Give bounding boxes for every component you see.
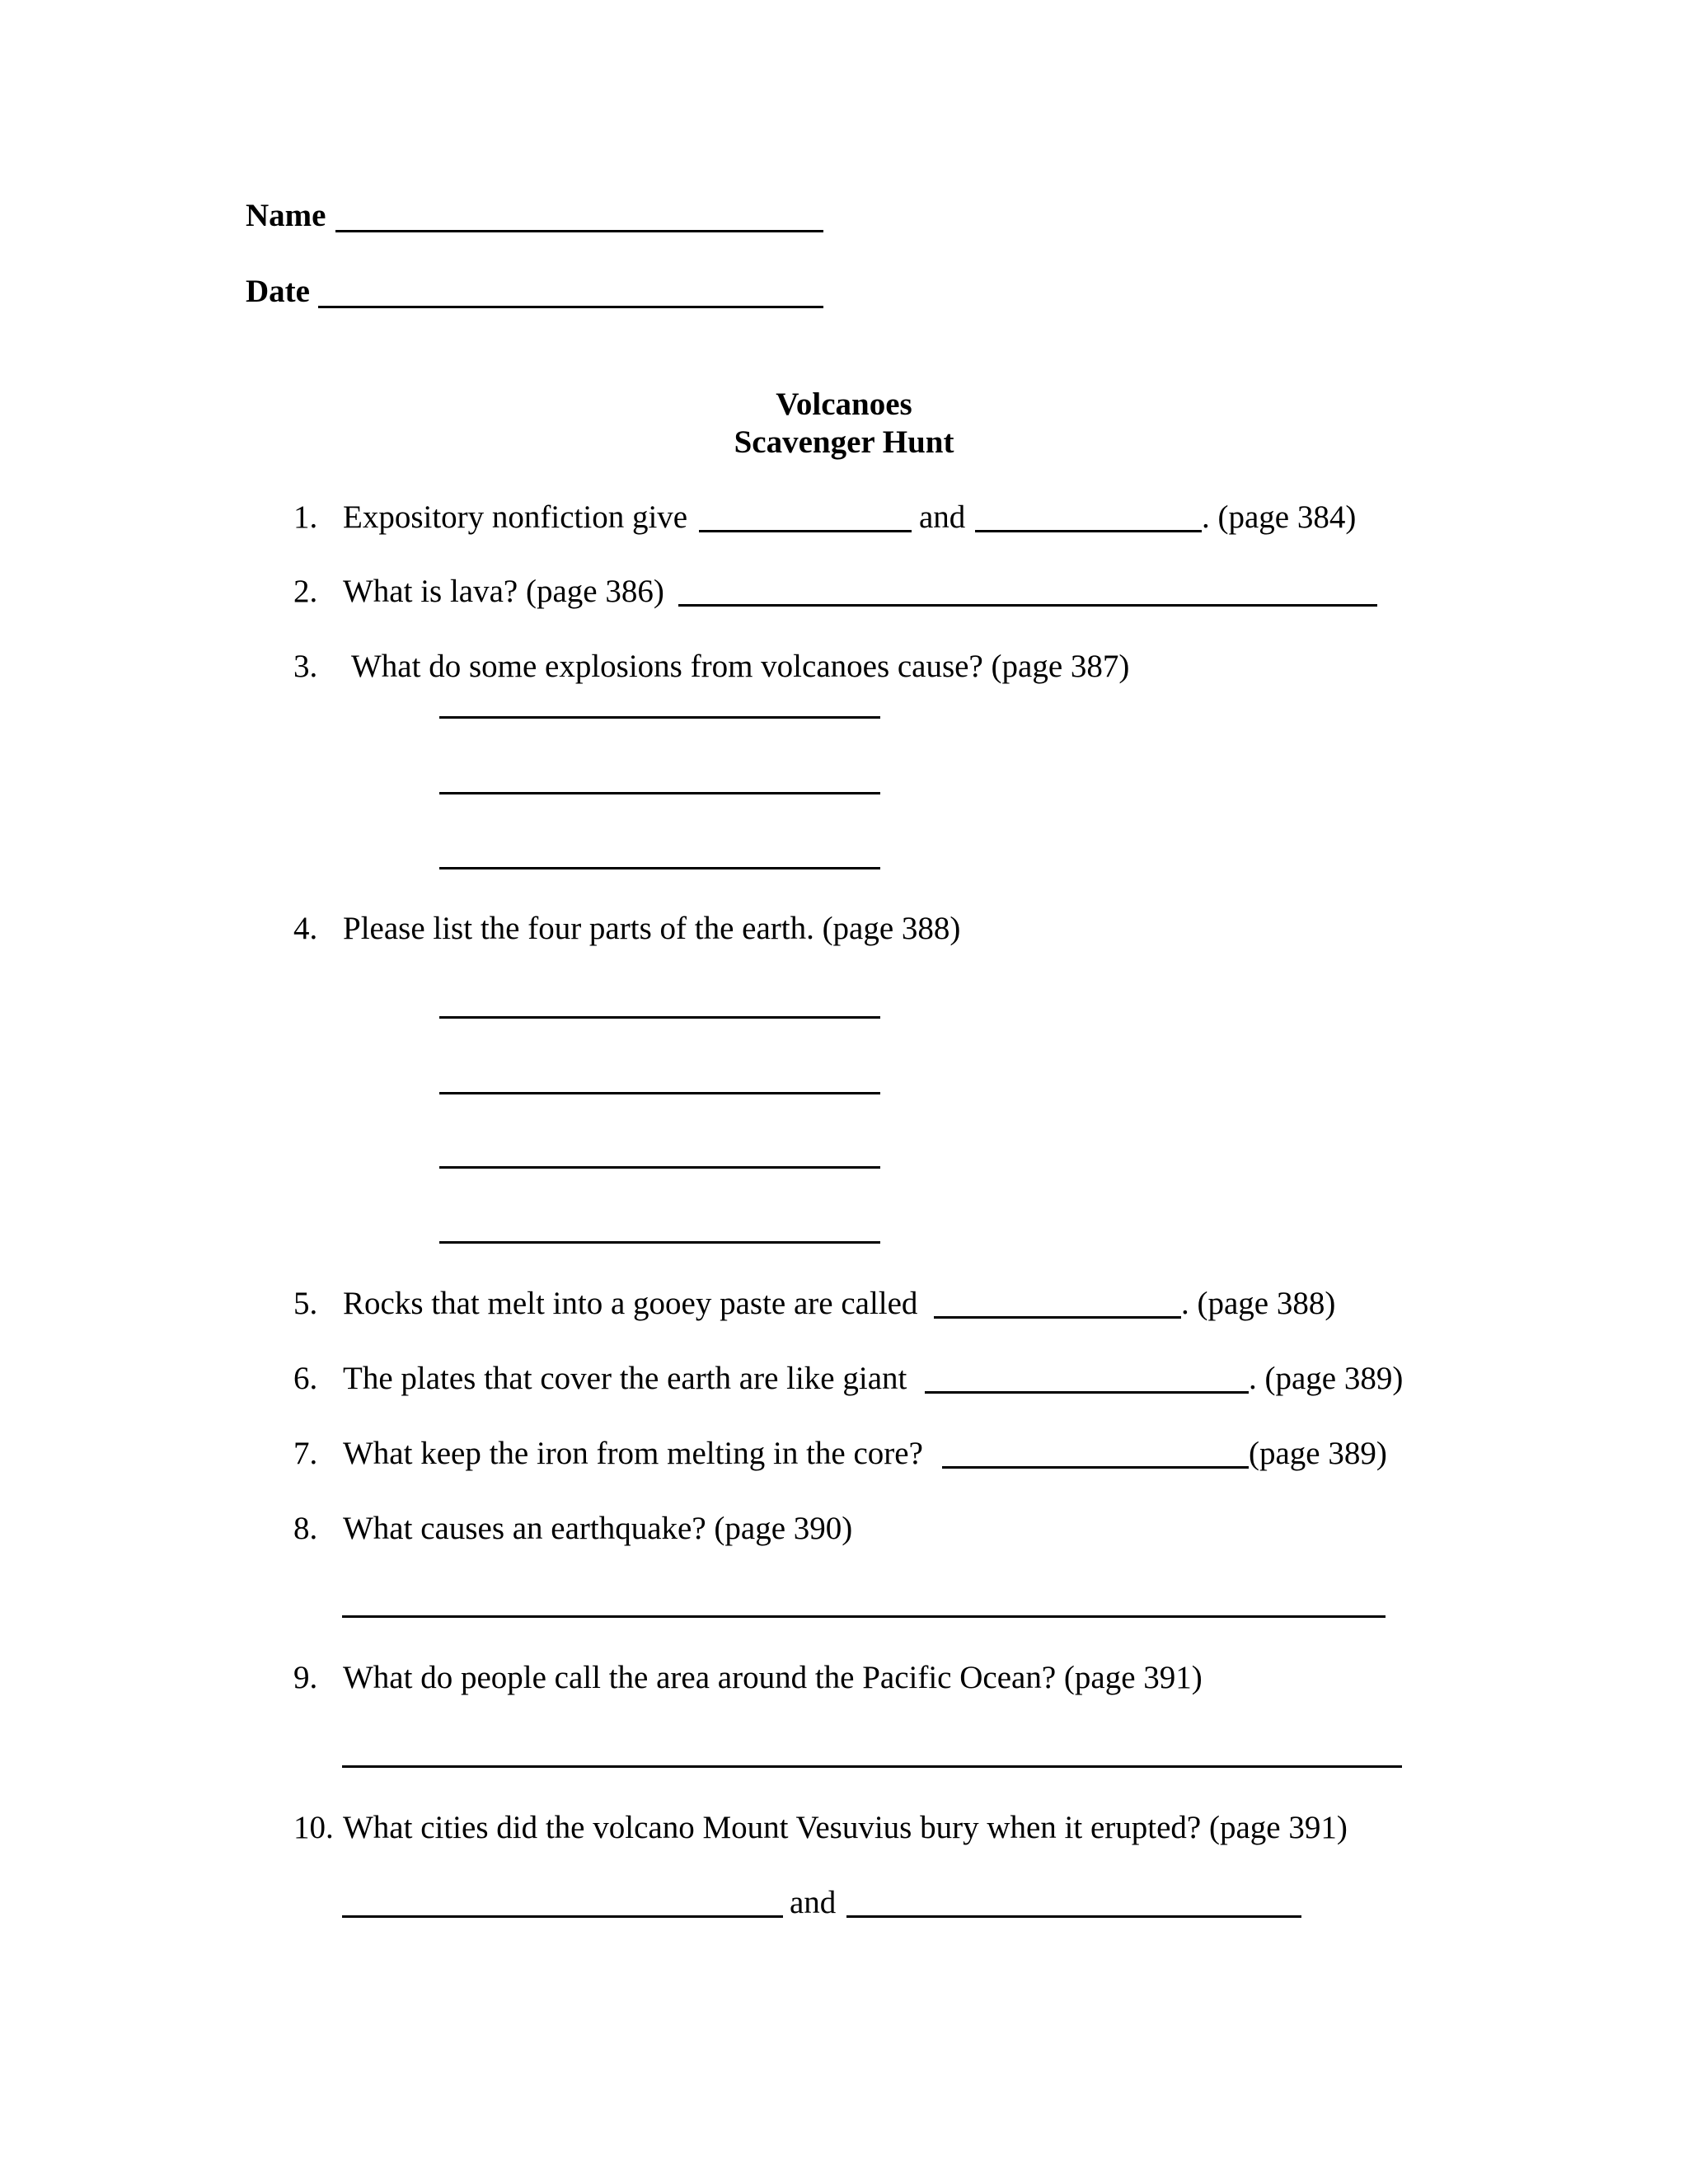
question-4-blank-4[interactable] <box>439 1241 880 1244</box>
question-2-number: 2. <box>293 574 318 609</box>
question-4-blank-1[interactable] <box>439 1016 880 1019</box>
question-4-blank-2[interactable] <box>439 1092 880 1094</box>
question-3-blank-3[interactable] <box>439 867 880 869</box>
question-1-blank-2[interactable] <box>975 530 1202 532</box>
question-8-blank[interactable] <box>342 1615 1386 1618</box>
question-1-number: 1. <box>293 499 318 535</box>
question-1-text-b: and <box>919 499 966 535</box>
question-4-blank-3[interactable] <box>439 1166 880 1169</box>
question-1-text-a: Expository nonfiction give <box>343 499 688 535</box>
question-10-number: 10. <box>293 1810 334 1845</box>
question-3-text: What do some explosions from volcanoes cause? (page 387) <box>351 649 1130 684</box>
question-4-text: Please list the four parts of the earth. (page 388) <box>343 911 961 946</box>
question-10-and: and <box>790 1885 837 1920</box>
question-5-text-a: Rocks that melt into a gooey paste are called <box>343 1286 918 1321</box>
page-subtitle: Scavenger Hunt <box>734 424 954 460</box>
question-7-text-b: (page 389) <box>1249 1436 1387 1471</box>
question-9-number: 9. <box>293 1660 318 1695</box>
question-10-blank-1[interactable] <box>342 1915 783 1918</box>
question-6-text-a: The plates that cover the earth are like giant <box>343 1361 907 1396</box>
date-blank[interactable] <box>318 306 823 308</box>
question-9-text: What do people call the area around the Pacific Ocean? (page 391) <box>343 1660 1203 1695</box>
question-6-blank[interactable] <box>925 1391 1249 1394</box>
name-blank[interactable] <box>335 230 823 232</box>
name-label: Name <box>246 198 326 233</box>
question-2-text: What is lava? (page 386) <box>343 574 664 609</box>
page-title: Volcanoes <box>776 387 912 422</box>
question-2-blank[interactable] <box>678 604 1377 607</box>
question-5-number: 5. <box>293 1286 318 1321</box>
question-1-blank-1[interactable] <box>699 530 912 532</box>
question-7-blank[interactable] <box>942 1466 1249 1469</box>
question-8-number: 8. <box>293 1511 318 1546</box>
date-label: Date <box>246 274 310 309</box>
question-3-blank-2[interactable] <box>439 792 880 794</box>
question-5-blank[interactable] <box>934 1316 1181 1319</box>
question-3-number: 3. <box>293 649 318 684</box>
question-9-blank[interactable] <box>342 1765 1402 1768</box>
question-6-number: 6. <box>293 1361 318 1396</box>
question-1-text-c: . (page 384) <box>1202 499 1357 535</box>
question-10-blank-2[interactable] <box>846 1915 1301 1918</box>
question-6-text-b: . (page 389) <box>1249 1361 1404 1396</box>
question-7-number: 7. <box>293 1436 318 1471</box>
question-7-text-a: What keep the iron from melting in the core? <box>343 1436 923 1471</box>
question-8-text: What causes an earthquake? (page 390) <box>343 1511 853 1546</box>
question-5-text-b: . (page 388) <box>1181 1286 1336 1321</box>
question-4-number: 4. <box>293 911 318 946</box>
question-3-blank-1[interactable] <box>439 716 880 719</box>
question-10-text: What cities did the volcano Mount Vesuvius bury when it erupted? (page 391) <box>343 1810 1348 1845</box>
